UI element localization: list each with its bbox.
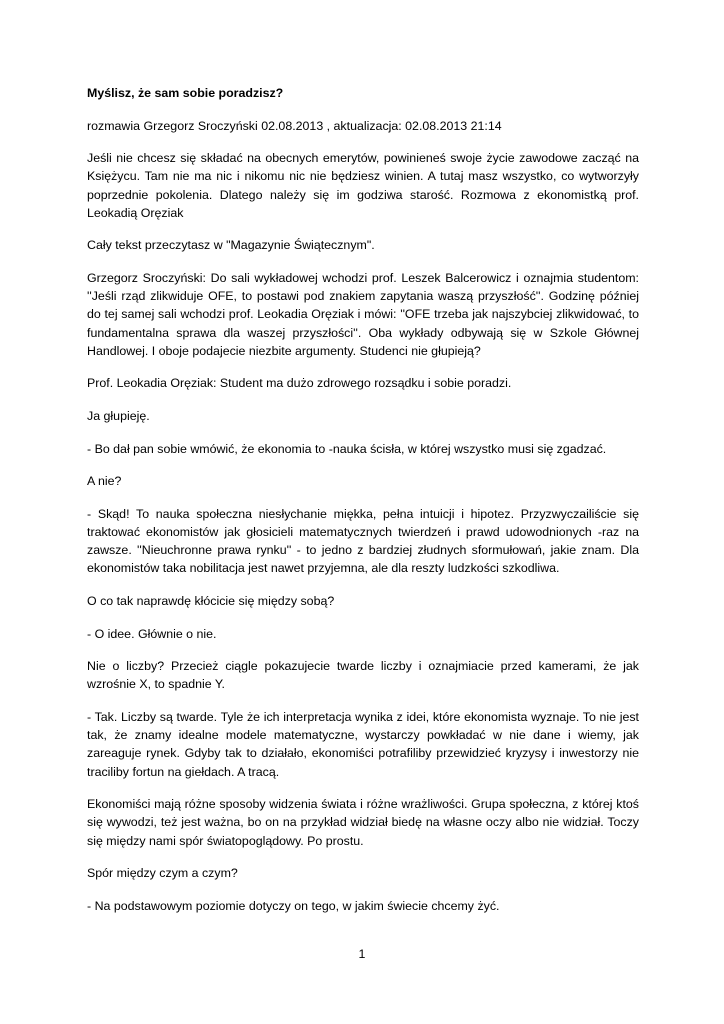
paragraph: Prof. Leokadia Oręziak: Student ma dużo zdrowego rozsądku i sobie poradzi. (87, 376, 512, 391)
page-number: 1 (358, 947, 366, 961)
paragraph: A nie? (87, 474, 122, 489)
paragraph: Grzegorz Sroczyński: Do sali wykładowej wchodzi prof. Leszek Balcerowicz i oznajmia studentom: ''Jeśli rząd zlikwiduje OFE, to postawi pod znakiem zapytania waszą przyszłość''. Godzinę później do tej samej sali wchodzi prof. Leokadia Oręziak i mówi: ''OFE trzeba jak najszybciej zlikwidować, to fundamentalna sprawa dla waszej przyszłości''. Oba wykłady odbywają się w Szkole Głównej Handlowej. I oboje podajecie niezbite argumenty. Studenci nie głupieją? (87, 270, 639, 358)
paragraph: Spór między czym a czym? (87, 866, 238, 881)
paragraph: - O idee. Głównie o nie. (87, 626, 217, 641)
lead-paragraph: Jeśli nie chcesz się składać na obecnych emerytów, powinieneś swoje życie zawodowe zacząć na Księżycu. Tam nie ma nic i nikomu nic nie będziesz winien. A tutaj masz wszystko, co wytworzyły poprzednie pokolenia. Dlatego należy się im godziwa starość. Rozmowa z ekonomistką prof. Leokadią Oręziak (87, 151, 639, 220)
paragraph: - Skąd! To nauka społeczna niesłychanie miękka, pełna intuicji i hipotez. Przyzwyczailiście się traktować ekonomistów jak głosicieli matematycznych twierdzeń i prawd udowodnionych -raz na zawsze. ''Nieuchronne prawa rynku'' - to jedno z bardziej złudnych sformułowań, jakie znam. Dla ekonomistów taka nobilitacja jest nawet przyjemna, ale dla reszty ludzkości szkodliwa. (87, 506, 639, 576)
paragraph: O co tak naprawdę kłócicie się między sobą? (87, 593, 335, 608)
paragraph: - Bo dał pan sobie wmówić, że ekonomia to -nauka ścisła, w której wszystko musi się zgadzać. (87, 441, 607, 456)
document-page (87, 84, 639, 929)
paragraph: Ekonomiści mają różne sposoby widzenia świata i różne wrażliwości. Grupa społeczna, z której ktoś się wywodzi, też jest ważna, bo on na przykład widział biedę na własne oczy albo nie widział. Toczy się między nami spór światopoglądowy. Po prostu. (87, 797, 639, 848)
paragraph: - Tak. Liczby są twarde. Tyle że ich interpretacja wynika z idei, które ekonomista wyznaje. To nie jest tak, że znamy idealne modele matematyczne, wystarczy powkładać w nie dane i wiemy, jak zareaguje rynek. Gdyby tak to działało, ekonomiści potrafiliby przewidzieć kryzysy i inwestorzy nie traciliby fortun na giełdach. A tracą. (87, 709, 639, 779)
paragraph: Ja głupieję. (87, 408, 150, 423)
paragraph: Cały tekst przeczytasz w "Magazynie Świątecznym". (87, 238, 375, 253)
paragraph: - Na podstawowym poziomie dotyczy on tego, w jakim świecie chcemy żyć. (87, 898, 500, 913)
paragraph: Nie o liczby? Przecież ciągle pokazujecie twarde liczby i oznajmiacie przed kamerami, że jak wzrośnie X, to spadnie Y. (87, 659, 639, 692)
article-meta: rozmawia Grzegorz Sroczyński 02.08.2013 , aktualizacja: 02.08.2013 21:14 (87, 118, 502, 133)
article-title: Myślisz, że sam sobie poradzisz? (87, 86, 284, 100)
